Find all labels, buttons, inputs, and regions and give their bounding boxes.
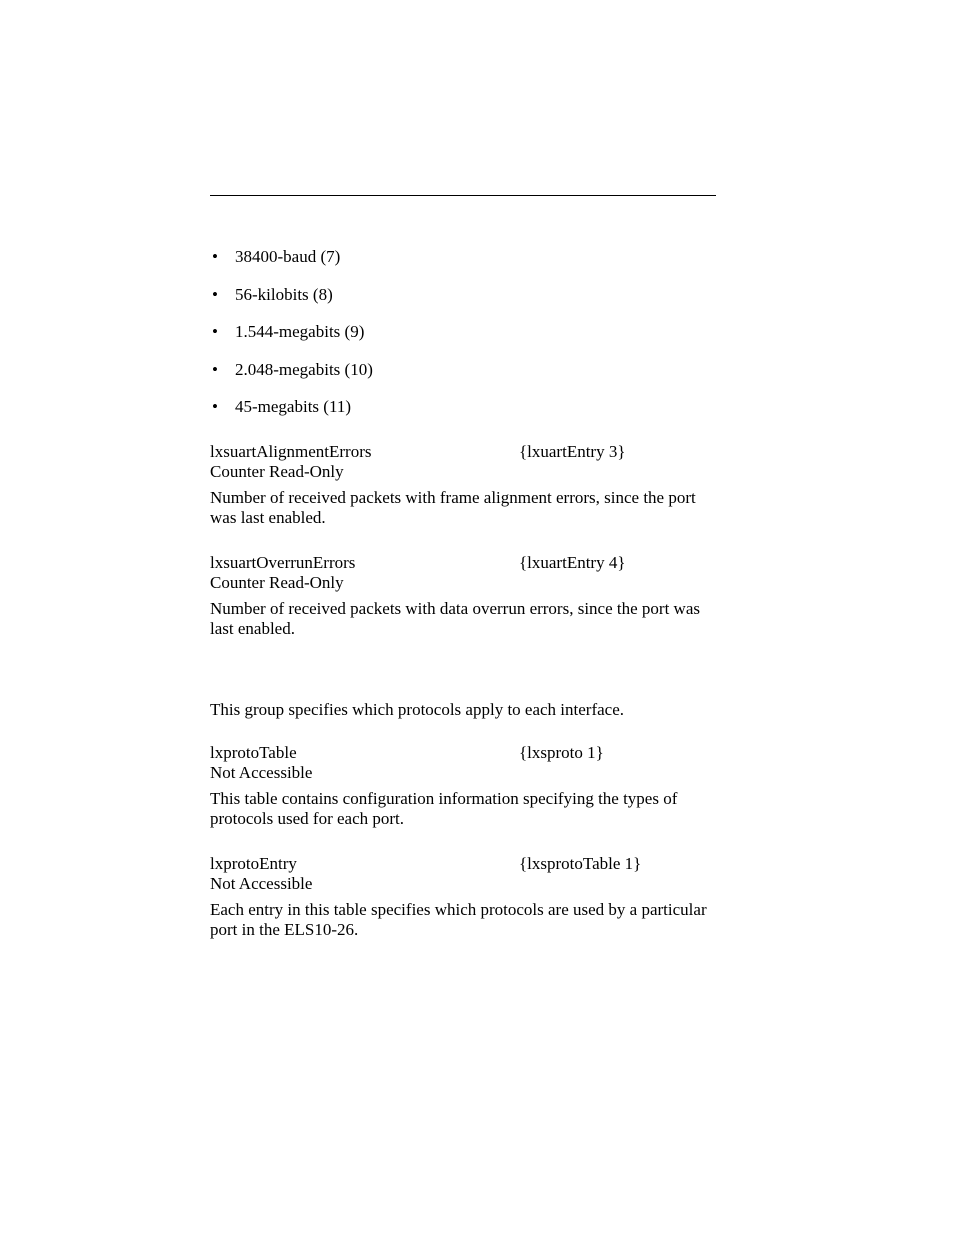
object-access: Not Accessible bbox=[210, 763, 313, 782]
object-access: Not Accessible bbox=[210, 874, 313, 893]
mib-object-overrun-errors bbox=[210, 553, 716, 639]
object-access: Counter Read-Only bbox=[210, 573, 344, 592]
bullet-icon: • bbox=[212, 397, 218, 417]
list-item bbox=[210, 397, 716, 417]
baud-rate-list bbox=[210, 247, 716, 435]
list-item-text: 45-megabits (11) bbox=[235, 397, 351, 417]
list-item bbox=[210, 360, 716, 380]
object-ref: {lxuartEntry 3} bbox=[519, 442, 626, 461]
object-name: lxsuartAlignmentErrors bbox=[210, 442, 372, 461]
object-description: Number of received packets with data overrun errors, since the port was last enabled. bbox=[210, 599, 700, 638]
mib-object-proto-table bbox=[210, 743, 716, 829]
mib-object-proto-entry bbox=[210, 854, 716, 940]
bullet-icon: • bbox=[212, 247, 218, 266]
header-rule bbox=[210, 195, 716, 196]
bullet-icon: • bbox=[212, 359, 218, 379]
list-item-text: 1.544-megabits (9) bbox=[235, 322, 365, 342]
object-description: Number of received packets with frame alignment errors, since the port was last enabled. bbox=[210, 488, 696, 527]
bullet-icon: • bbox=[212, 284, 218, 304]
list-item bbox=[210, 285, 716, 305]
list-item bbox=[210, 322, 716, 342]
object-ref: {lxsprotoTable 1} bbox=[519, 854, 642, 873]
object-header bbox=[210, 442, 716, 462]
list-item-text: 38400-baud (7) bbox=[235, 247, 341, 266]
object-name: lxprotoTable bbox=[210, 743, 297, 762]
object-ref: {lxsproto 1} bbox=[519, 743, 604, 762]
object-header bbox=[210, 743, 716, 763]
mib-object-alignment-errors bbox=[210, 442, 716, 528]
list-item-text: 56-kilobits (8) bbox=[235, 284, 333, 304]
bullet-icon: • bbox=[212, 322, 218, 342]
object-description: This table contains configuration information specifying the types of protocols used for each port. bbox=[210, 789, 678, 828]
list-item-text: 2.048-megabits (10) bbox=[235, 359, 373, 379]
object-description: Each entry in this table specifies which protocols are used by a particular port in the ELS10-26. bbox=[210, 900, 707, 939]
group-intro: This group specifies which protocols apply to each interface. bbox=[210, 700, 625, 719]
list-item bbox=[210, 247, 716, 267]
object-access: Counter Read-Only bbox=[210, 462, 344, 481]
object-name: lxsuartOverrunErrors bbox=[210, 553, 356, 572]
object-header bbox=[210, 854, 716, 874]
object-name: lxprotoEntry bbox=[210, 854, 297, 873]
object-ref: {lxuartEntry 4} bbox=[519, 553, 626, 572]
object-header bbox=[210, 553, 716, 573]
